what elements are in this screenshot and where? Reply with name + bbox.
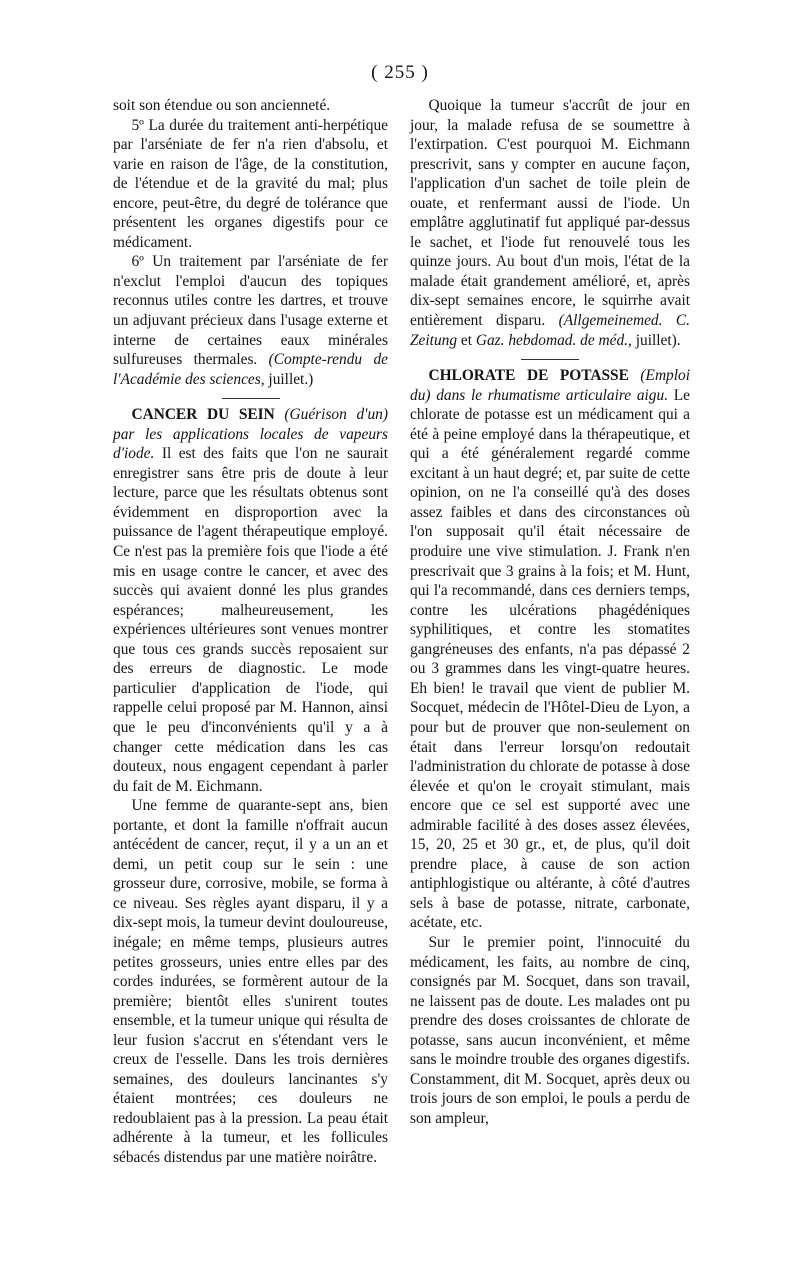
article-subtitle: (Emploi du) dans le rhumatisme articulaire aigu.: [410, 367, 690, 404]
paragraph-text: Le chlorate de potasse est un médicament qui a été à peine employé dans la thérapeutique, et qui a été généralement regardé comme excitant à un haut degré; et, par suite de cette opinion, on ne l'a conseillé qu'à des doses assez faibles et dans des circonstances où l'on supposait qu'il était nécessaire de produire une vive stimulation. J. Frank n'en prescrivait que 3 grains à la fois; et M. Hunt, qui l'a recommandé, dans ces derniers temps, contre les ulcérations phagédéniques syphilitiques, et contre les stomatites gangréneuses des enfants, n'a pas dépassé 2 ou 3 grammes dans les vingt-quatre heures. Eh bien! le travail que vient de publier M. Socquet, médecin de l'Hôtel-Dieu de Lyon, a pour but de prouver que non-seulement on était dans l'erreur lorsqu'on redoutait l'administration du chlorate de potasse à dose élevée et qu'on le croyait stimulant, mais encore que ce sel est supporté avec une admirable facilité à des doses assez élevées, 15, 20, 25 et 30 gr., et, de plus, qu'il doit prendre place, à cause de son action antiphlogistique ou altérante, à côté d'autres sels à base de potasse, nitrate, carbonate, acétate, etc.: [410, 386, 690, 932]
divider: [521, 359, 579, 360]
right-column: [410, 96, 690, 1128]
citation-tail: juillet).: [631, 331, 681, 349]
paragraph-text: 6º Un traitement par l'arséniate de fer n'exclut l'emploi d'aucun des topiques reconnus utiles contre les dartres, et trouve un adjuvant précieux dans l'usage externe et interne de certaines eaux minérales sulfureuses thermales.: [113, 253, 388, 369]
left-column: [113, 96, 388, 1168]
paragraph: 5º La durée du traitement anti-herpétique par l'arséniate de fer n'a rien d'absolu, et varie en raison de l'âge, de la constitution, de l'étendue et de la gravité du mal; plus encore, peut-être, du degré de tolérance que présentent les organes digestifs pour ce médicament.: [113, 116, 388, 251]
article-cancer-du-sein: [113, 405, 388, 796]
paragraph: Une femme de quarante-sept ans, bien portante, et dont la famille n'offrait aucun antécédent de cancer, reçut, il y a un an et demi, un petit coup sur le sein : une grosseur dure, corrosive, mobile, se forma à ce niveau. Ses règles ayant disparu, il y a dix-sept mois, la tumeur devint douloureuse, inégale; en même temps, plusieurs autres petites grosseurs, unies entre elles par des cordes indurées, se formèrent autour de la première; bientôt elles s'unirent toutes ensemble, et la tumeur unique qui résulta de leur fusion s'accrut en s'étendant vers le creux de l'esselle. Dans les trois dernières semaines, des douleurs lancinantes s'y étaient montrées; ces douleurs ne redoublaient pas à la pression. La peau était adhérente à la tumeur, et les follicules sébacés distendus par une matière noirâtre.: [113, 797, 388, 1166]
article-title: CANCER DU SEIN: [131, 406, 275, 424]
citation: Gaz. hebdomad. de méd.,: [475, 331, 632, 349]
paragraph: Sur le premier point, l'innocuité du médicament, les faits, au nombre de cinq, consignés par M. Socquet, dans son travail, ne laissent pas de doute. Les malades ont pu prendre des doses croissantes de chlorate de potasse, sans aucun inconvénient, et même sans le moindre trouble des organes digestifs. Constamment, dit M. Socquet, après deux ou trois jours de son emploi, le pouls a perdu de son ampleur,: [410, 933, 690, 1127]
article-chlorate-de-potasse: [410, 366, 690, 933]
paragraph: [113, 252, 388, 389]
article-title: CHLORATE DE POTASSE: [428, 367, 629, 385]
paragraph-text: Quoique la tumeur s'accrût de jour en jour, la malade refusa de se soumettre à l'extirpation. C'est pourquoi M. Eichmann prescrivit, sans y compter en aucune façon, l'application d'un sachet de toile plein de ouate, et renfermant aussi de l'iode. Un emplâtre agglutinatif fut appliqué par-dessus le sachet, et l'iode fut renouvelé tous les quinze jours. Au bout d'un mois, l'état de la malade était grandement amélioré, et, après dix-sept semaines encore, le squirrhe avait entièrement disparu.: [410, 97, 690, 330]
citation-and: et: [457, 331, 476, 349]
page-number: ( 255 ): [371, 62, 429, 83]
divider: [222, 398, 280, 399]
paragraph: [410, 96, 690, 350]
paragraph: soit son étendue ou son ancienneté.: [113, 97, 331, 114]
citation-tail: juillet.): [264, 370, 314, 388]
citation: (Allgemeinemed. C. Zeitung: [410, 312, 690, 349]
article-subtitle: (Guérison d'un) par les applications locales de vapeurs d'iode.: [113, 406, 388, 463]
paragraph-text: Il est des faits que l'on ne saurait enregistrer sans être pris de doute à leur lecture, parce que les résultats obtenus sont évidemment en disproportion avec la puissance de l'agent thérapeutique employé. Ce n'est pas la première fois que l'iode a été mis en usage contre le cancer, et avec des succès qui avaient donné les plus grandes espérances; malheureusement, les expériences ultérieures sont venues montrer que tous ces grands succès reposaient sur des erreurs de diagnostic. Le mode particulier d'application de l'iode, qui rappelle celui proposé par M. Hannon, ainsi que le peu d'inconvénients qu'il y a à changer cette médication dans les cas douteux, nous engagent cependant à parler du fait de M. Eichmann.: [113, 445, 388, 795]
citation: (Compte-rendu de l'Académie des sciences,: [113, 351, 388, 388]
